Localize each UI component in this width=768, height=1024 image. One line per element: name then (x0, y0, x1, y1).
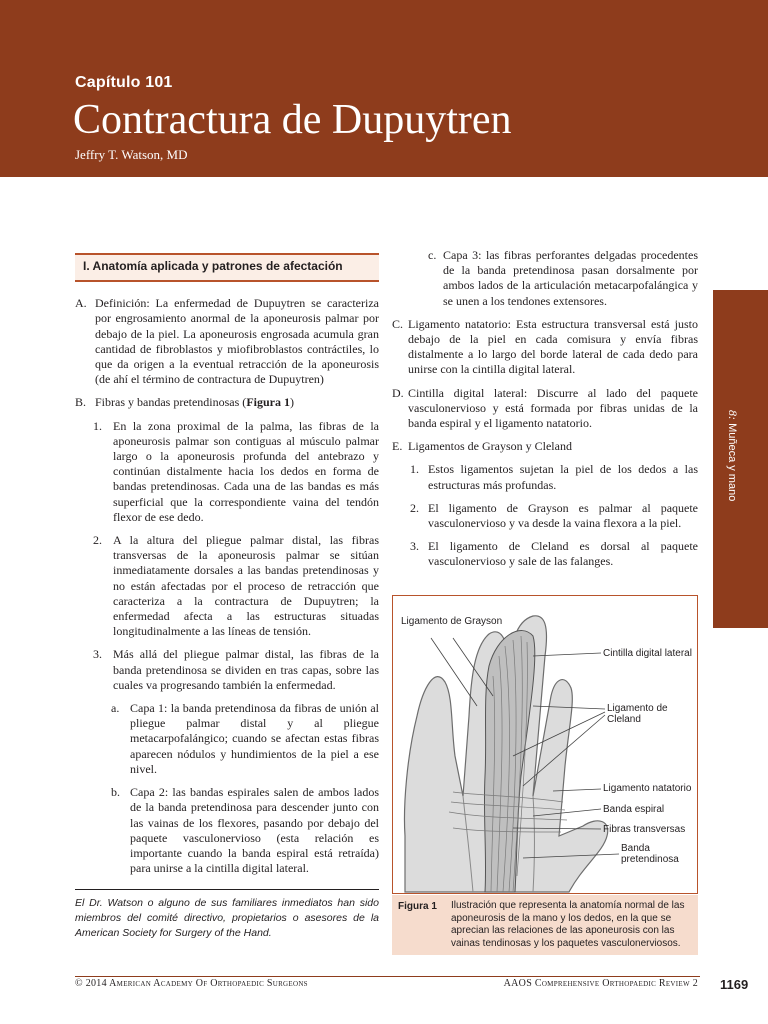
list-marker: 3. (410, 539, 419, 554)
figure-caption (392, 895, 698, 955)
page-number: 1169 (720, 977, 749, 992)
left-column (75, 253, 379, 884)
list-item-b (75, 395, 379, 410)
label-transversas: Fibras transversas (603, 824, 686, 835)
figure-reference: Figura 1 (246, 395, 290, 410)
label-pretendinosa: Banda pretendinosa (621, 843, 679, 865)
list-item-b1 (75, 419, 379, 525)
list-marker: 2. (410, 500, 419, 515)
list-item-text: Capa 1: la banda pretendinosa da fibras de unión al pliegue palmar distal y al pliegue metacarpofalángico; cuando se afectan estas fibras aparecen nódulos y hundimientos de la piel a ese nivel. (130, 701, 379, 776)
list-item-text: Estos ligamentos sujetan la piel de los dedos a las estructuras más profundas. (428, 462, 698, 492)
list-marker: a. (111, 701, 120, 716)
chapter-author: Jeffry T. Watson, MD (75, 147, 188, 162)
label-cleland: Ligamento de Cleland (607, 703, 668, 725)
footer-copyright: © 2014 American Academy Of Orthopaedic Surgeons (75, 978, 308, 989)
list-item-text-end: ) (289, 395, 294, 410)
chapter-title: Contractura de Dupuytren (73, 97, 512, 143)
list-marker: c. (428, 248, 437, 262)
label-natatorio: Ligamento natatorio (603, 783, 692, 794)
list-item-e3 (392, 539, 698, 569)
list-item-text: Ligamentos de Grayson y Cleland (408, 439, 572, 454)
list-marker: C. (392, 316, 404, 331)
list-item-text: Definición: La enfermedad de Dupuytren se caracteriza por engrosamiento anormal de la aponeurosis palmar por debajo de la piel. La aponeurosis engrosada acumula gran cantidad de fibroblastos y miofibroblastos contráctiles, lo que da origen a la eventual retracción de la aponeurosis (de ahí el término de contractura de Dupuytren) (95, 296, 379, 387)
list-item-text: Más allá del pliegue palmar distal, las fibras de la banda pretendinosa se dividen en tras capas, sobre las cuales va progresando también la enfermedad. (113, 647, 379, 692)
list-item-e1 (392, 462, 698, 492)
list-marker: B. (75, 395, 87, 410)
right-column (392, 248, 698, 578)
list-item-b3c (392, 248, 698, 309)
list-item-text: Ligamento natatorio: Esta estructura transversal está justo debajo de la piel en cada comisura y envía fibras distalmente a lo largo del borde lateral de cada dedo para unirse con la cintilla digital lateral. (408, 316, 698, 377)
list-marker: E. (392, 439, 403, 454)
side-tab-text (725, 410, 740, 501)
list-marker: 1. (410, 462, 419, 477)
list-item-text: Capa 3: las fibras perforantes delgadas procedentes de la banda pretendinosa pasan dorsalmente por ambos lados de la articulación metacarpofalángica y se unen a los tendones extensores. (443, 248, 698, 308)
footnote-divider (75, 889, 379, 890)
footer-publication: AAOS Comprehensive Orthopaedic Review 2 (503, 978, 698, 989)
list-item-text: A la altura del pliegue palmar distal, las fibras transversas de la aponeurosis palmar se sitúan inmediatamente dorsales a las bandas pretendinosas y no están afectadas por el proceso de retracción que caracteriza a la contractura de Dupuytren; la enfermedad afecta a las estructuras situadas longitudinalmente a las líneas de tensión. (113, 533, 379, 639)
list-item-b2 (75, 533, 379, 639)
list-item-text: Fibras y bandas pretendinosas ( (95, 395, 247, 410)
list-item-text: Cintilla digital lateral: Discurre al lado del paquete vasculonervioso y está formada por fibras unidas de la banda espiral y el ligamento natatorio. (408, 385, 698, 431)
list-marker: D. (392, 385, 404, 400)
list-item-a (75, 296, 379, 387)
chapter-label: Capítulo 101 (75, 74, 173, 91)
label-cintilla: Cintilla digital lateral (603, 648, 692, 659)
list-item-text: El ligamento de Cleland es dorsal al paquete vasculonervioso y sale de las falanges. (428, 539, 698, 569)
footer-divider (75, 976, 700, 977)
list-item-b3b (75, 785, 379, 876)
list-marker: A. (75, 296, 87, 311)
section-heading: I. Anatomía aplicada y patrones de afectación (75, 253, 379, 282)
list-marker: b. (111, 785, 120, 800)
side-tab-label: Muñeca y mano (726, 423, 738, 502)
section-side-tab (713, 290, 768, 628)
label-espiral: Banda espiral (603, 804, 665, 815)
side-tab-number: 8: (726, 410, 740, 420)
list-marker: 3. (93, 647, 102, 662)
list-item-text: En la zona proximal de la palma, las fibras de la aponeurosis palmar son contiguas al músculo palmar largo o la aponeurosis profunda del antebrazo y continúan distalmente hacia los dedos en forma de bandas pretendinosas. Cada una de las bandas es más superficial que la correspondiente vaina del tendón flexor de ese dedo. (113, 418, 379, 524)
list-item-text: El ligamento de Grayson es palmar al paquete vasculonervioso y va desde la vaina flexora a la piel. (428, 500, 698, 531)
list-item-e2 (392, 501, 698, 531)
figure-caption-label: Figura 1 (398, 901, 437, 912)
figure-caption-text: Ilustración que representa la anatomía normal de las aponeurosis de la mano y los dedos, en la que se aprecian las relaciones de las aponeurosis con las vainas tendinosas y los paquetes vasculonerviosos. (451, 900, 685, 949)
list-marker: 2. (93, 533, 102, 548)
list-item-c (392, 317, 698, 378)
list-item-e (392, 439, 698, 454)
list-item-b3a (75, 701, 379, 777)
list-item-b3 (75, 647, 379, 693)
list-item-d (392, 386, 698, 432)
list-marker: 1. (93, 418, 102, 433)
disclosure-footnote: El Dr. Watson o alguno de sus familiares inmediatos han sido miembros del comité directivo, propietarios o asesores de la American Society for Surgery of the Hand. (75, 897, 379, 939)
label-grayson: Ligamento de Grayson (401, 616, 503, 627)
chapter-header (0, 0, 768, 177)
list-item-text: Capa 2: las bandas espirales salen de ambos lados de la banda pretendinosa para descender junto con las vainas de los flexores, pasando por debajo del paquete vasculonervioso (esta relación es importante cuando la banda espiral está retraída) para unirse a la cintilla digital lateral. (130, 785, 379, 876)
figure-illustration (392, 595, 698, 894)
